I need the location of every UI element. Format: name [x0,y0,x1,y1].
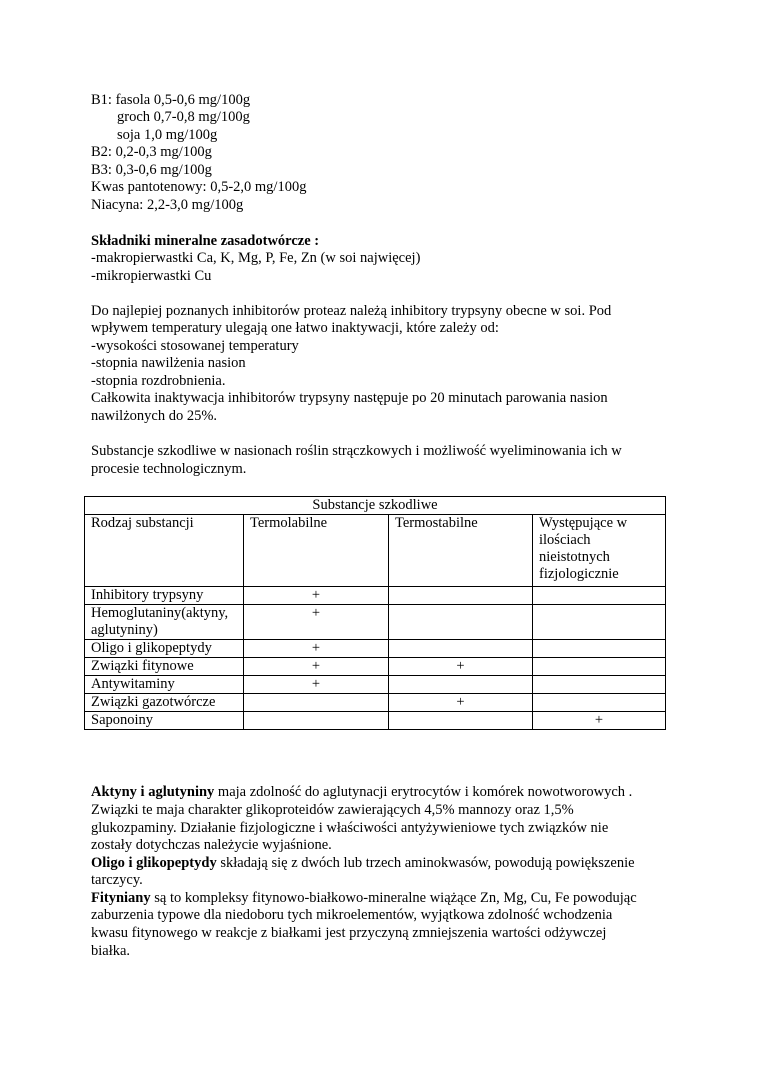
vitamin-b1-line: B1: fasola 0,5-0,6 mg/100g [91,92,251,108]
row-name: Oligo i glikopeptydy [85,640,244,658]
oligo-term: Oligo i glikopeptydy [91,855,217,871]
table-row [85,605,666,640]
header-termostabilne: Termostabilne [389,515,533,587]
cell-termostabilne: + [389,694,533,712]
aktyny-line-1 [91,784,632,802]
fityniany-line-3: kwasu fitynowego w reakcje z białkami jest przyczyną zmniejszenia wartości odżywczej [91,925,607,941]
aktyny-line-3: glukozpaminy. Działanie fizjologiczne i właściwości antyżywieniowe tych związków nie [91,820,609,836]
macro-elements-line: -makropierwastki Ca, K, Mg, P, Fe, Zn (w soi najwięcej) [91,250,421,266]
cell-termolabilne [244,694,389,712]
cell-termostabilne [389,712,533,730]
row-name: Hemoglutaniny(aktyny, aglutyniny) [85,605,244,640]
aktyny-line-1-text: maja zdolność do aglutynacji erytrocytów i komórek nowotworowych . [214,784,633,800]
fityniany-line-4: białka. [91,943,131,959]
table-header-row [85,515,666,587]
table-row [85,694,666,712]
cell-termolabilne: + [244,587,389,605]
harmful-substances-table [84,496,666,730]
table-row [85,676,666,694]
cell-nieistotne: + [533,712,666,730]
table-row [85,640,666,658]
table-title-row [85,497,666,515]
cell-nieistotne [533,676,666,694]
oligo-line-1-text: składają się z dwóch lub trzech aminokwasów, powodują powiększenie [216,855,635,871]
cell-termolabilne: + [244,605,389,640]
table-intro-line-1: Substancje szkodliwe w nasionach roślin strączkowych i możliwość wyeliminowania ich w [91,443,622,459]
inhibitors-line-4: nawilżonych do 25%. [91,408,218,424]
oligo-line-1 [91,855,635,873]
cell-nieistotne [533,640,666,658]
cell-nieistotne [533,587,666,605]
inhibitors-line-2: wpływem temperatury ulegają one łatwo inaktywacji, które zależy od: [91,320,499,336]
cell-termostabilne [389,587,533,605]
row-name: Inhibitory trypsyny [85,587,244,605]
aktyny-line-4: zostały dotychczas należycie wyjaśnione. [91,837,332,853]
table-intro-line-2: procesie technologicznym. [91,461,247,477]
aktyny-line-2: Związki te maja charakter glikoproteidów zawierających 4,5% mannozy oraz 1,5% [91,802,574,818]
table-row [85,587,666,605]
vitamin-b1-soja-line: soja 1,0 mg/100g [117,127,218,143]
cell-termolabilne: + [244,658,389,676]
table-row [85,712,666,730]
cell-termostabilne [389,676,533,694]
table-row [85,658,666,676]
cell-termostabilne: + [389,658,533,676]
row-name: Antywitaminy [85,676,244,694]
cell-termolabilne [244,712,389,730]
cell-nieistotne [533,658,666,676]
oligo-line-2: tarczycy. [91,872,143,888]
niacin-line: Niacyna: 2,2-3,0 mg/100g [91,197,244,213]
header-nieistotne: Występujące w ilościach nieistotnych fizjologicznie [533,515,666,587]
row-name: Saponoiny [85,712,244,730]
micro-elements-line: -mikropierwastki Cu [91,268,212,284]
vitamin-b3-line: B3: 0,3-0,6 mg/100g [91,162,212,178]
cell-termostabilne [389,605,533,640]
inhibitors-item-2: -stopnia nawilżenia nasion [91,355,246,371]
minerals-heading: Składniki mineralne zasadotwórcze : [91,233,320,249]
inhibitors-line-3: Całkowita inaktywacja inhibitorów trypsyny następuje po 20 minutach parowania nasion [91,390,608,406]
cell-termolabilne: + [244,676,389,694]
cell-nieistotne [533,694,666,712]
cell-termostabilne [389,640,533,658]
inhibitors-item-3: -stopnia rozdrobnienia. [91,373,226,389]
pantothenic-acid-line: Kwas pantotenowy: 0,5-2,0 mg/100g [91,179,307,195]
vitamin-b1-groch-line: groch 0,7-0,8 mg/100g [117,109,250,125]
row-name: Związki gazotwórcze [85,694,244,712]
fityniany-line-2: zaburzenia typowe dla niedoboru tych mikroelementów, wyjątkowa zdolność wchodzenia [91,907,613,923]
table-title: Substancje szkodliwe [85,497,666,515]
header-termolabilne: Termolabilne [244,515,389,587]
inhibitors-item-1: -wysokości stosowanej temperatury [91,338,299,354]
fityniany-line-1 [91,890,637,908]
aktyny-term: Aktyny i aglutyniny [91,784,215,800]
row-name: Związki fitynowe [85,658,244,676]
fityniany-term: Fityniany [91,890,151,906]
cell-termolabilne: + [244,640,389,658]
fityniany-line-1-text: są to kompleksy fitynowo-białkowo-mineralne wiążące Zn, Mg, Cu, Fe powodując [150,890,637,906]
inhibitors-line-1: Do najlepiej poznanych inhibitorów proteaz należą inhibitory trypsyny obecne w soi. Pod [91,303,612,319]
cell-nieistotne [533,605,666,640]
header-rodzaj: Rodzaj substancji [85,515,244,587]
vitamin-b2-line: B2: 0,2-0,3 mg/100g [91,144,212,160]
